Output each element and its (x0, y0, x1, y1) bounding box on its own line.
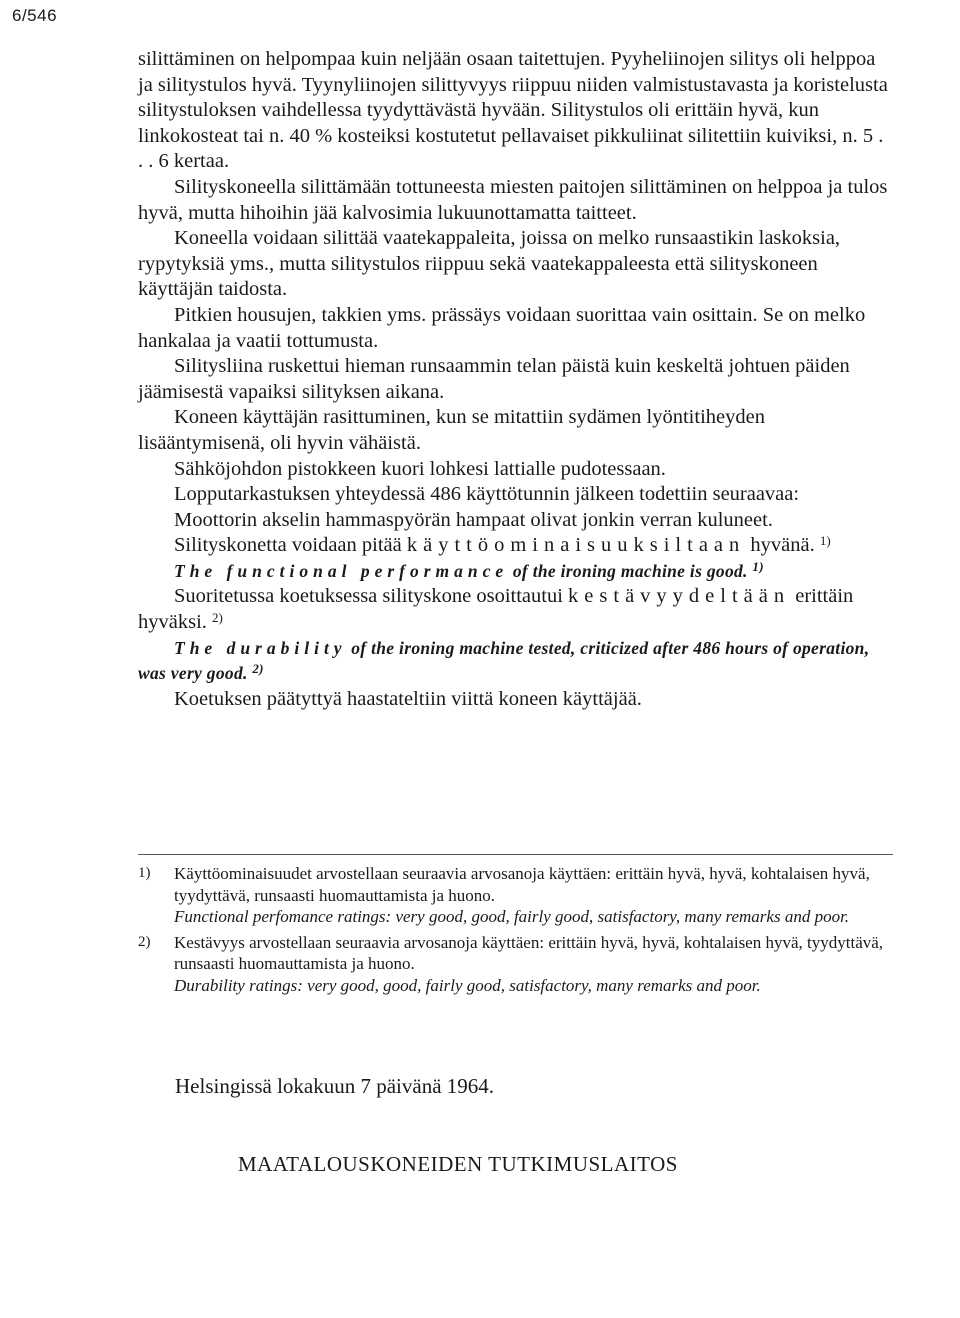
footnote-ref-2-en: 2) (252, 661, 264, 677)
body-text (138, 47, 893, 712)
paragraph-operator-strain: Koneen käyttäjän rasittuminen, kun se mitattiin sydämen lyöntitiheyden lisääntymisenä, oli hyvin vähäistä. (138, 406, 765, 454)
durability-rating-grade: erittäin hyväksi. (138, 585, 854, 634)
paragraph-performance-rating-en (138, 559, 893, 585)
paragraph-durability-rating (138, 584, 893, 635)
paragraph-textile-ironing: silittäminen on helpompaa kuin neljään osaan taitettujen. Pyyheliinojen silitys oli helppoa ja silitystulos hyvä. Tyynyliinojen silittyvyys riippuu niiden valmistustavasta ja koristelusta silitystuloksen vaihdellessa tyydyttävästä hyvään. Silitystulos oli erittäin hyvä, kun linkokosteat tai n. 40 % kosteiksi kostutetut pellavaiset pikkuliinat silitettiin kuiviksi, n. 5 . . . 6 kertaa. (138, 48, 888, 173)
performance-rating-en-emphasis: The functional performance (174, 560, 509, 581)
paragraph-user-interviews: Koetuksen päätyttyä haastateltiin viittä koneen käyttäjää. (174, 687, 642, 710)
footnotes (138, 854, 893, 1000)
paragraph-ironing-cloth: Silitysliina ruskettui hieman runsaammin telan päistä kuin keskeltä johtuen päiden jäämisestä vapaiksi silityksen aikana. (138, 355, 850, 403)
page-number: 6/546 (12, 6, 58, 25)
footnote-2-en: Durability ratings: very good, good, fairly good, satisfactory, many remarks and poor. (174, 975, 761, 995)
footnote-1-marker: 1) (138, 865, 151, 881)
performance-rating-en-rest: of the ironing machine is good. (508, 560, 748, 581)
paragraph-motor-gear: Moottorin akselin hammaspyörän hampaat olivat jonkin verran kuluneet. (174, 508, 773, 531)
footnote-1-fi: Käyttöominaisuudet arvostellaan seuraavia arvosanoja käyttäen: erittäin hyvä, hyvä, kohtalaisen hyvä, tyydyttävä, runsaasti huomauttamista ja huono. (174, 864, 870, 905)
footnote-ref-1: 1) (819, 533, 831, 549)
durability-rating-en-emphasis: The durability (174, 637, 347, 658)
footnote-1 (138, 863, 893, 928)
footnote-2-marker: 2) (138, 933, 151, 950)
performance-rating-grade: hyvänä. (745, 534, 815, 557)
paragraph-plug-cover: Sähköjohdon pistokkeen kuori lohkesi lattialle pudotessaan. (174, 457, 666, 480)
footnote-2 (138, 932, 893, 997)
durability-rating-emphasis: kestävyydeltään (568, 585, 791, 608)
durability-rating-lead: Suoritetussa koetuksessa silityskone osoittautui (174, 585, 569, 608)
paragraph-shirt-ironing: Silityskoneella silittämään tottuneesta miesten paitojen silittäminen on helppoa ja tulos hyvä, mutta hihoihin jää kalvosimia lukuunottamatta taitteet. (138, 175, 888, 224)
durability-rating-en-rest: of the ironing machine tested, criticized after 486 hours of operation, was very good. (138, 637, 870, 684)
paragraph-final-inspection: Lopputarkastuksen yhteydessä 486 käyttötunnin jälkeen todettiin seuraavaa: (174, 483, 800, 506)
paragraph-pleated-garments: Koneella voidaan silittää vaatekappaleita, joissa on melko runsaastikin laskoksia, rypytyksiä yms., mutta silitystulos riippuu sekä vaatekappaleesta että silityskoneen käyttäjän taidosta. (138, 227, 841, 301)
paragraph-durability-rating-en (138, 636, 893, 687)
performance-rating-lead: Silityskonetta voidaan pitää (174, 534, 407, 557)
footnote-ref-1-en: 1) (752, 558, 764, 574)
paragraph-trouser-pressing: Pitkien housujen, takkien yms. prässäys voidaan suorittaa vain osittain. Se on melko hankalaa ja vaatii tottumusta. (138, 303, 866, 352)
footnote-ref-2: 2) (212, 610, 223, 626)
footnote-2-fi: Kestävyys arvostellaan seuraavia arvosanoja käyttäen: erittäin hyvä, hyvä, kohtalaisen hyvä, tyydyttävä, runsaasti huomauttamista ja huono. (174, 932, 884, 973)
paragraph-performance-rating (138, 533, 893, 559)
institution-name: MAATALOUSKONEIDEN TUTKIMUSLAITOS (238, 1152, 678, 1176)
place-date: Helsingissä lokakuun 7 päivänä 1964. (175, 1074, 495, 1098)
performance-rating-emphasis: käyttöominaisuuksiltaan (406, 534, 746, 557)
footnote-1-en: Functional perfomance ratings: very good, good, fairly good, satisfactory, many remarks and poor. (174, 907, 850, 926)
